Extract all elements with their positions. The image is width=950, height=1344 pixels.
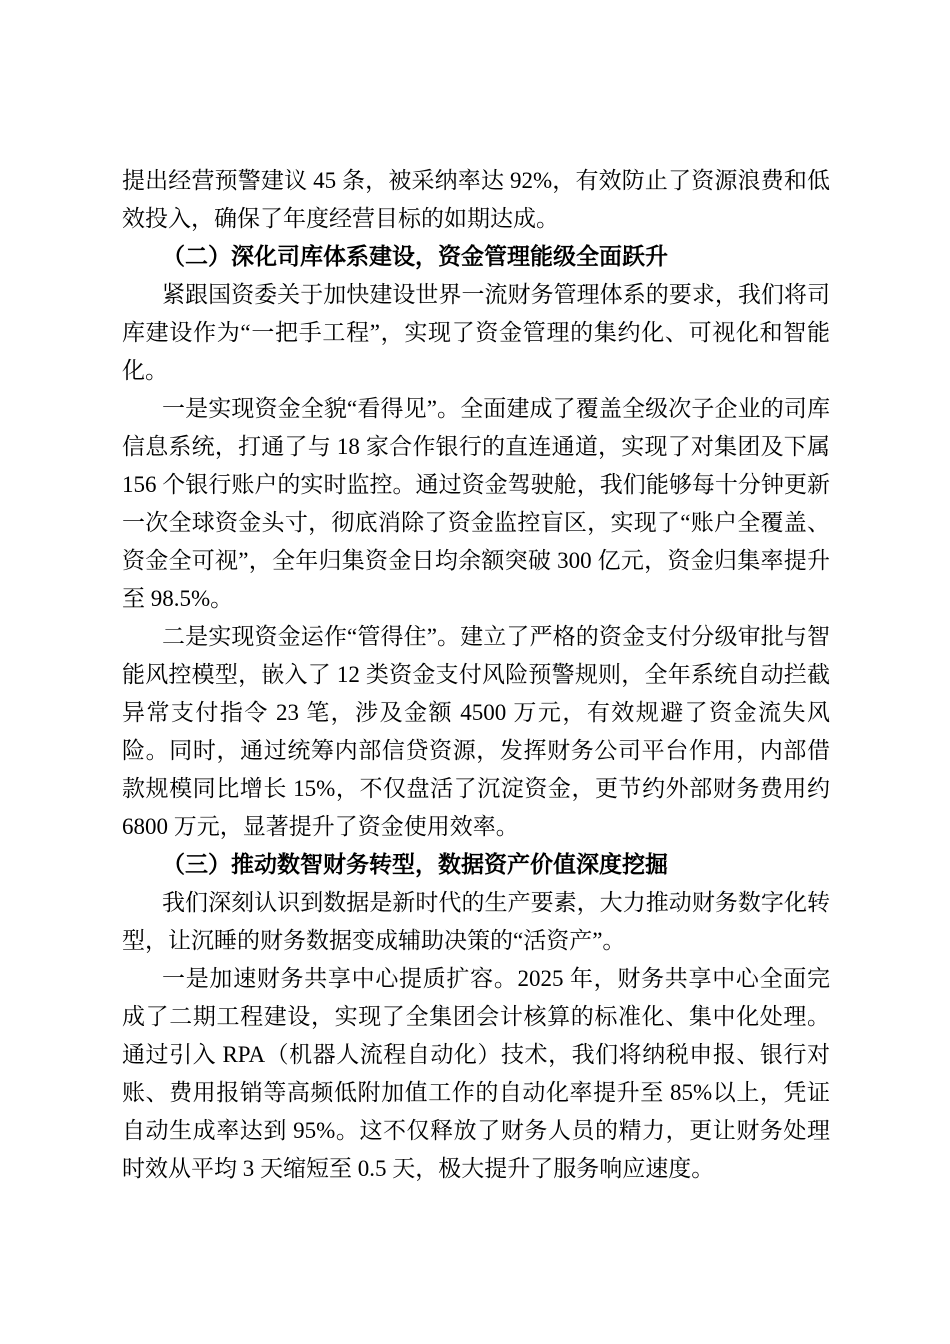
- paragraph-funds-visibility: 一是实现资金全貌“看得见”。全面建成了覆盖全级次子企业的司库信息系统，打通了与 18 家合作银行的直连通道，实现了对集团及下属 156 个银行账户的实时监控。通过资金驾驶舱，我们能够每十分钟更新一次全球资金头寸，彻底消除了资金监控盲区，实现了“账户全覆盖、资金全可视”，全年归集资金日均余额突破 300 亿元，资金归集率提升至 98.5%。: [122, 396, 830, 611]
- section-heading-3: （三）推动数智财务转型，数据资产价值深度挖掘: [162, 852, 668, 877]
- paragraph-funds-control: 二是实现资金运作“管得住”。建立了严格的资金支付分级审批与智能风控模型，嵌入了 12 类资金支付风险预警规则，全年系统自动拦截异常支付指令 23 笔，涉及金额 4500 万元，有效规避了资金流失风险。同时，通过统筹内部信贷资源，发挥财务公司平台作用，内部借款规模同比增长 15%，不仅盘活了沉淀资金，更节约外部财务费用约 6800 万元，显著提升了资金使用效率。: [122, 624, 830, 839]
- section-heading-2: （二）深化司库体系建设，资金管理能级全面跃升: [162, 244, 668, 269]
- paragraph-digital-intro: 我们深刻认识到数据是新时代的生产要素，大力推动财务数字化转型，让沉睡的财务数据变成辅助决策的“活资产”。: [122, 890, 830, 953]
- paragraph-continuation: 提出经营预警建议 45 条，被采纳率达 92%，有效防止了资源浪费和低效投入，确保了年度经营目标的如期达成。: [122, 168, 830, 231]
- paragraph-treasury-intro: 紧跟国资委关于加快建设世界一流财务管理体系的要求，我们将司库建设作为“一把手工程”，实现了资金管理的集约化、可视化和智能化。: [122, 282, 830, 383]
- paragraph-shared-service-center: 一是加速财务共享中心提质扩容。2025 年，财务共享中心全面完成了二期工程建设，实现了全集团会计核算的标准化、集中化处理。通过引入 RPA（机器人流程自动化）技术，我们将纳税申报、银行对账、费用报销等高频低附加值工作的自动化率提升至 85%以上，凭证自动生成率达到 95%。这不仅释放了财务人员的精力，更让财务处理时效从平均 3 天缩短至 0.5 天，极大提升了服务响应速度。: [122, 966, 830, 1181]
- document-text-block: [122, 162, 830, 1188]
